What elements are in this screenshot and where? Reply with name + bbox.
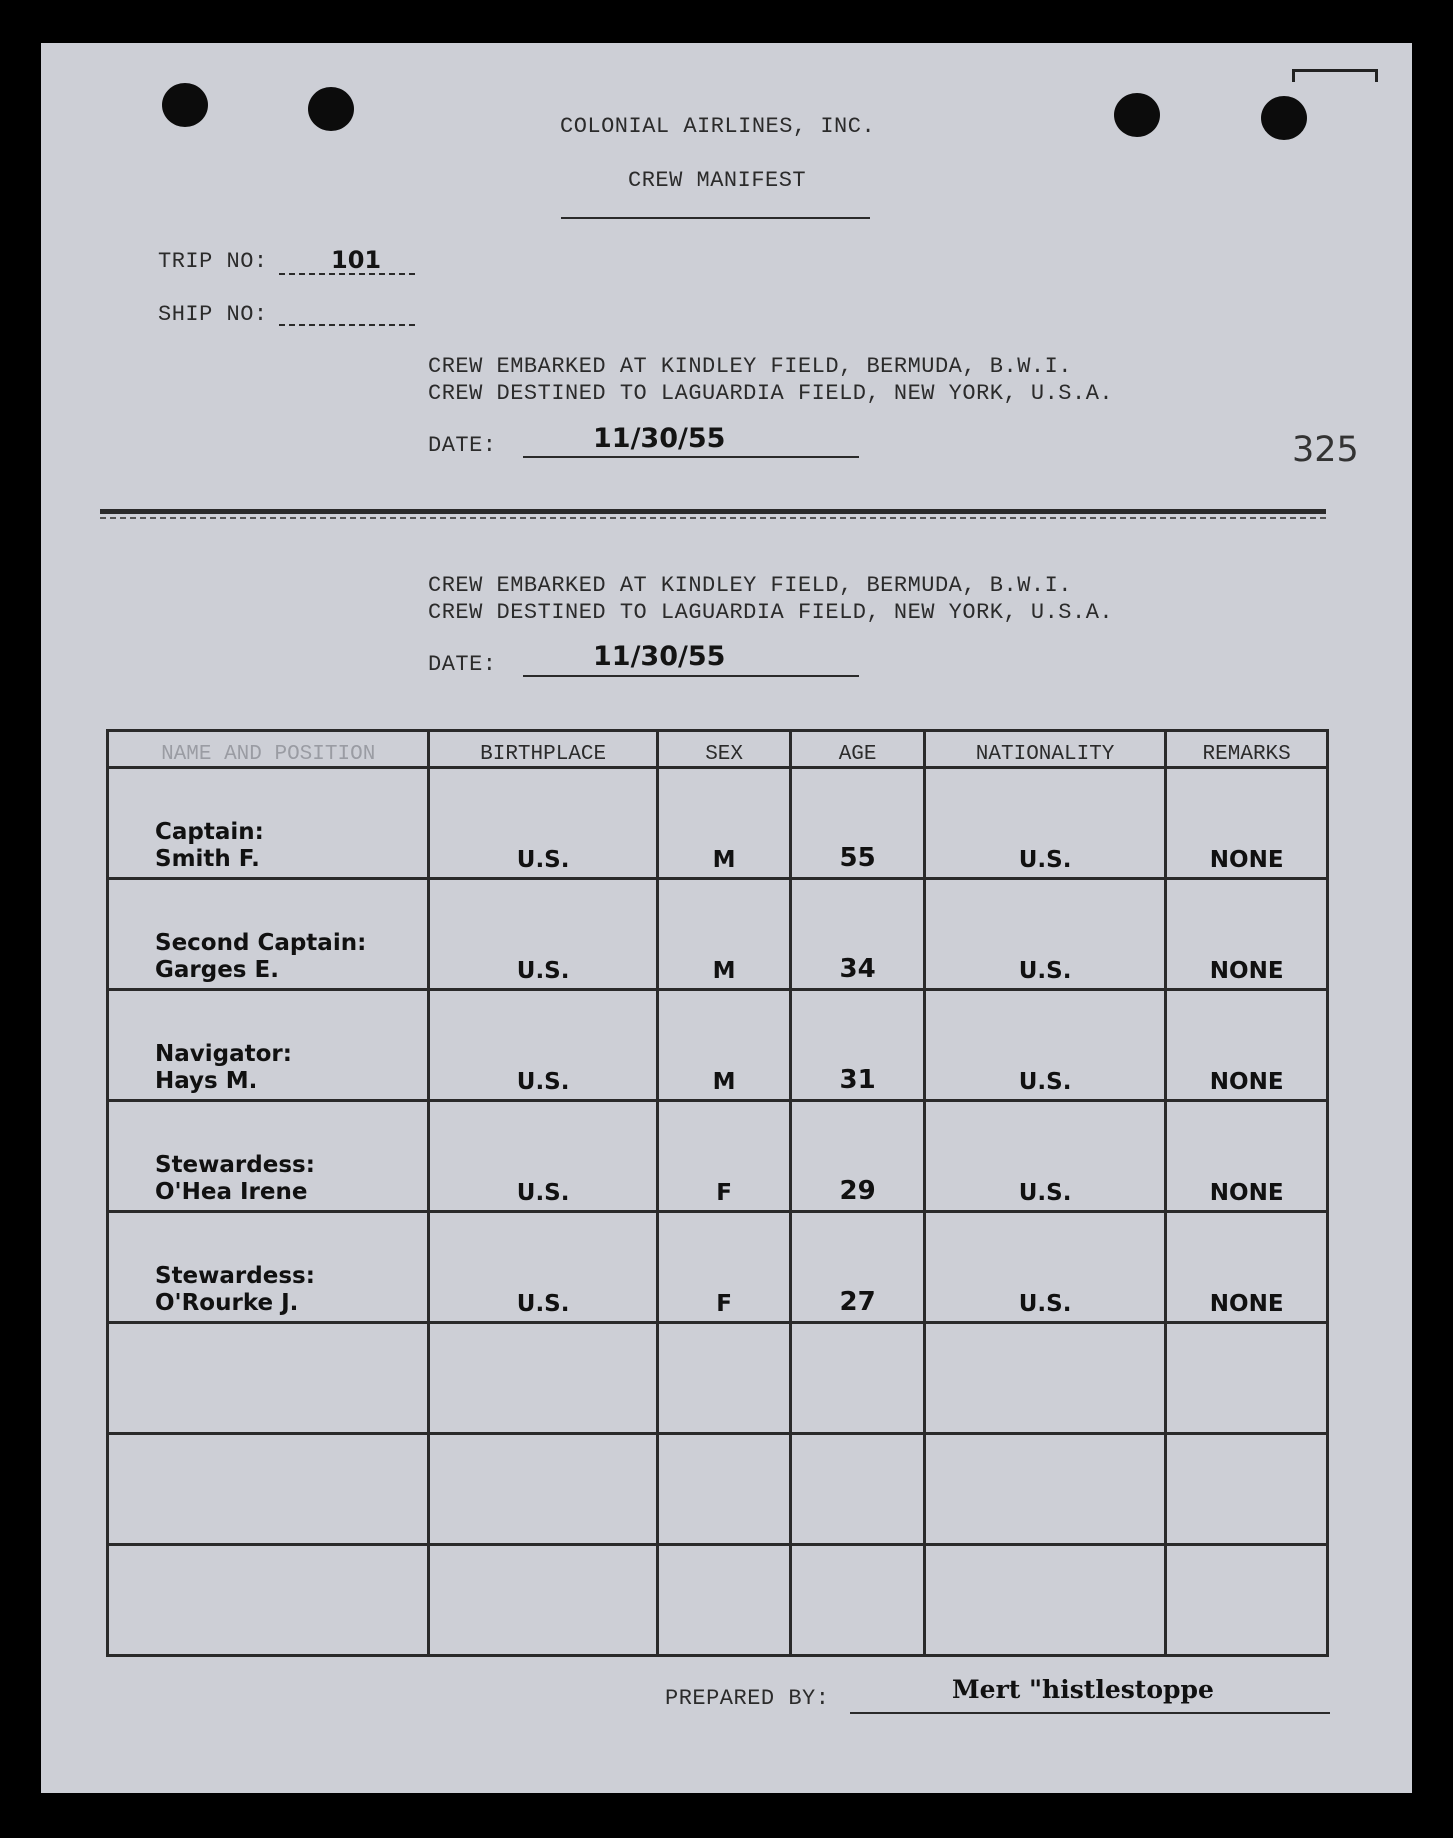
position-text: Navigator: (155, 1041, 292, 1067)
nationality-value: U.S. (1018, 958, 1072, 984)
age-cell (791, 879, 925, 990)
document-page (41, 43, 1412, 1793)
birthplace-value: U.S. (516, 847, 570, 873)
date-underline (523, 456, 859, 458)
destined-text: CREW DESTINED TO LAGUARDIA FIELD, NEW YORK, U.S.A. (428, 600, 1114, 625)
remarks-cell (1166, 879, 1328, 990)
prepared-by-label: PREPARED BY: (665, 1686, 830, 1711)
name-position-cell (108, 1212, 429, 1323)
title-underline (561, 217, 870, 219)
remarks-cell (1166, 1101, 1328, 1212)
col-header-age: AGE (791, 731, 925, 768)
staple-mark (1292, 69, 1378, 82)
punch-hole (1261, 96, 1307, 140)
remarks-cell (1166, 1212, 1328, 1323)
form-title: CREW MANIFEST (628, 168, 807, 193)
col-header-name-position: NAME AND POSITION (108, 731, 429, 768)
embarked-text: CREW EMBARKED AT KINDLEY FIELD, BERMUDA, B.W.I. (428, 354, 1073, 379)
birthplace-cell (429, 1101, 657, 1212)
name-position-cell (108, 990, 429, 1101)
age-value: 29 (839, 1176, 876, 1206)
age-cell (791, 990, 925, 1101)
remarks-value: NONE (1209, 847, 1284, 873)
sex-cell (657, 1101, 791, 1212)
crew-name: Garges E. (155, 957, 279, 983)
signature-underline (850, 1712, 1330, 1714)
table-row (108, 1101, 1328, 1212)
section-divider (100, 509, 1326, 514)
birthplace-cell (429, 768, 657, 879)
nationality-cell (924, 879, 1165, 990)
sex-value: F (716, 1180, 732, 1206)
page-number: 325 (1292, 430, 1359, 470)
birthplace-value: U.S. (516, 958, 570, 984)
position-text: Stewardess: (155, 1263, 315, 1289)
sex-cell (657, 768, 791, 879)
age-cell (791, 1101, 925, 1212)
col-header-nationality: NATIONALITY (924, 731, 1165, 768)
position-text: Captain: (155, 819, 264, 845)
table-row-empty (108, 1434, 1328, 1545)
nationality-cell (924, 1212, 1165, 1323)
remarks-cell (1166, 990, 1328, 1101)
age-value: 55 (839, 843, 876, 873)
sex-cell (657, 1212, 791, 1323)
trip-underline (279, 273, 415, 275)
punch-hole (1114, 93, 1160, 137)
crew-name: Hays M. (155, 1068, 258, 1094)
col-header-birthplace: BIRTHPLACE (429, 731, 657, 768)
table-row (108, 1212, 1328, 1323)
position-text: Second Captain: (155, 930, 367, 956)
remarks-value: NONE (1209, 1069, 1284, 1095)
sex-cell (657, 879, 791, 990)
sex-cell (657, 990, 791, 1101)
ship-underline (279, 324, 415, 326)
date-value: 11/30/55 (593, 641, 726, 672)
nationality-cell (924, 768, 1165, 879)
sex-value: M (712, 847, 736, 873)
crew-name: O'Rourke J. (155, 1290, 299, 1316)
nationality-value: U.S. (1018, 1069, 1072, 1095)
ship-label: SHIP NO: (158, 302, 268, 327)
sex-value: M (712, 1069, 736, 1095)
trip-label: TRIP NO: (158, 249, 268, 274)
table-header-row (108, 731, 1328, 768)
nationality-value: U.S. (1018, 847, 1072, 873)
trip-number: 101 (331, 246, 382, 274)
birthplace-cell (429, 879, 657, 990)
date-label: DATE: (428, 433, 497, 458)
crew-name: O'Hea Irene (155, 1179, 308, 1205)
birthplace-value: U.S. (516, 1069, 570, 1095)
table-row (108, 990, 1328, 1101)
table-row (108, 879, 1328, 990)
nationality-cell (924, 1101, 1165, 1212)
name-position-cell (108, 1101, 429, 1212)
remarks-cell (1166, 768, 1328, 879)
punch-hole (162, 83, 208, 127)
sex-value: F (716, 1291, 732, 1317)
col-header-remarks: REMARKS (1166, 731, 1328, 768)
birthplace-cell (429, 1212, 657, 1323)
date-value: 11/30/55 (593, 423, 726, 454)
embarked-text: CREW EMBARKED AT KINDLEY FIELD, BERMUDA, B.W.I. (428, 573, 1073, 598)
prepared-by-signature: Mert "histlestoppe (952, 1675, 1214, 1704)
birthplace-value: U.S. (516, 1291, 570, 1317)
company-name: COLONIAL AIRLINES, INC. (560, 114, 876, 139)
sex-value: M (712, 958, 736, 984)
date-label: DATE: (428, 652, 497, 677)
age-cell (791, 1212, 925, 1323)
col-header-sex: SEX (657, 731, 791, 768)
date-underline (523, 675, 859, 677)
table-row-empty (108, 1545, 1328, 1656)
crew-table (106, 729, 1329, 1657)
name-position-cell (108, 879, 429, 990)
nationality-value: U.S. (1018, 1180, 1072, 1206)
remarks-value: NONE (1209, 1180, 1284, 1206)
age-value: 27 (839, 1287, 876, 1317)
birthplace-cell (429, 990, 657, 1101)
crew-name: Smith F. (155, 846, 260, 872)
nationality-value: U.S. (1018, 1291, 1072, 1317)
age-value: 31 (839, 1065, 876, 1095)
punch-hole (308, 87, 354, 131)
age-cell (791, 768, 925, 879)
table-row (108, 768, 1328, 879)
birthplace-value: U.S. (516, 1180, 570, 1206)
remarks-value: NONE (1209, 958, 1284, 984)
table-row-empty (108, 1323, 1328, 1434)
remarks-value: NONE (1209, 1291, 1284, 1317)
age-value: 34 (839, 954, 876, 984)
nationality-cell (924, 990, 1165, 1101)
section-divider-dashed (100, 517, 1326, 519)
destined-text: CREW DESTINED TO LAGUARDIA FIELD, NEW YORK, U.S.A. (428, 381, 1114, 406)
position-text: Stewardess: (155, 1152, 315, 1178)
name-position-cell (108, 768, 429, 879)
